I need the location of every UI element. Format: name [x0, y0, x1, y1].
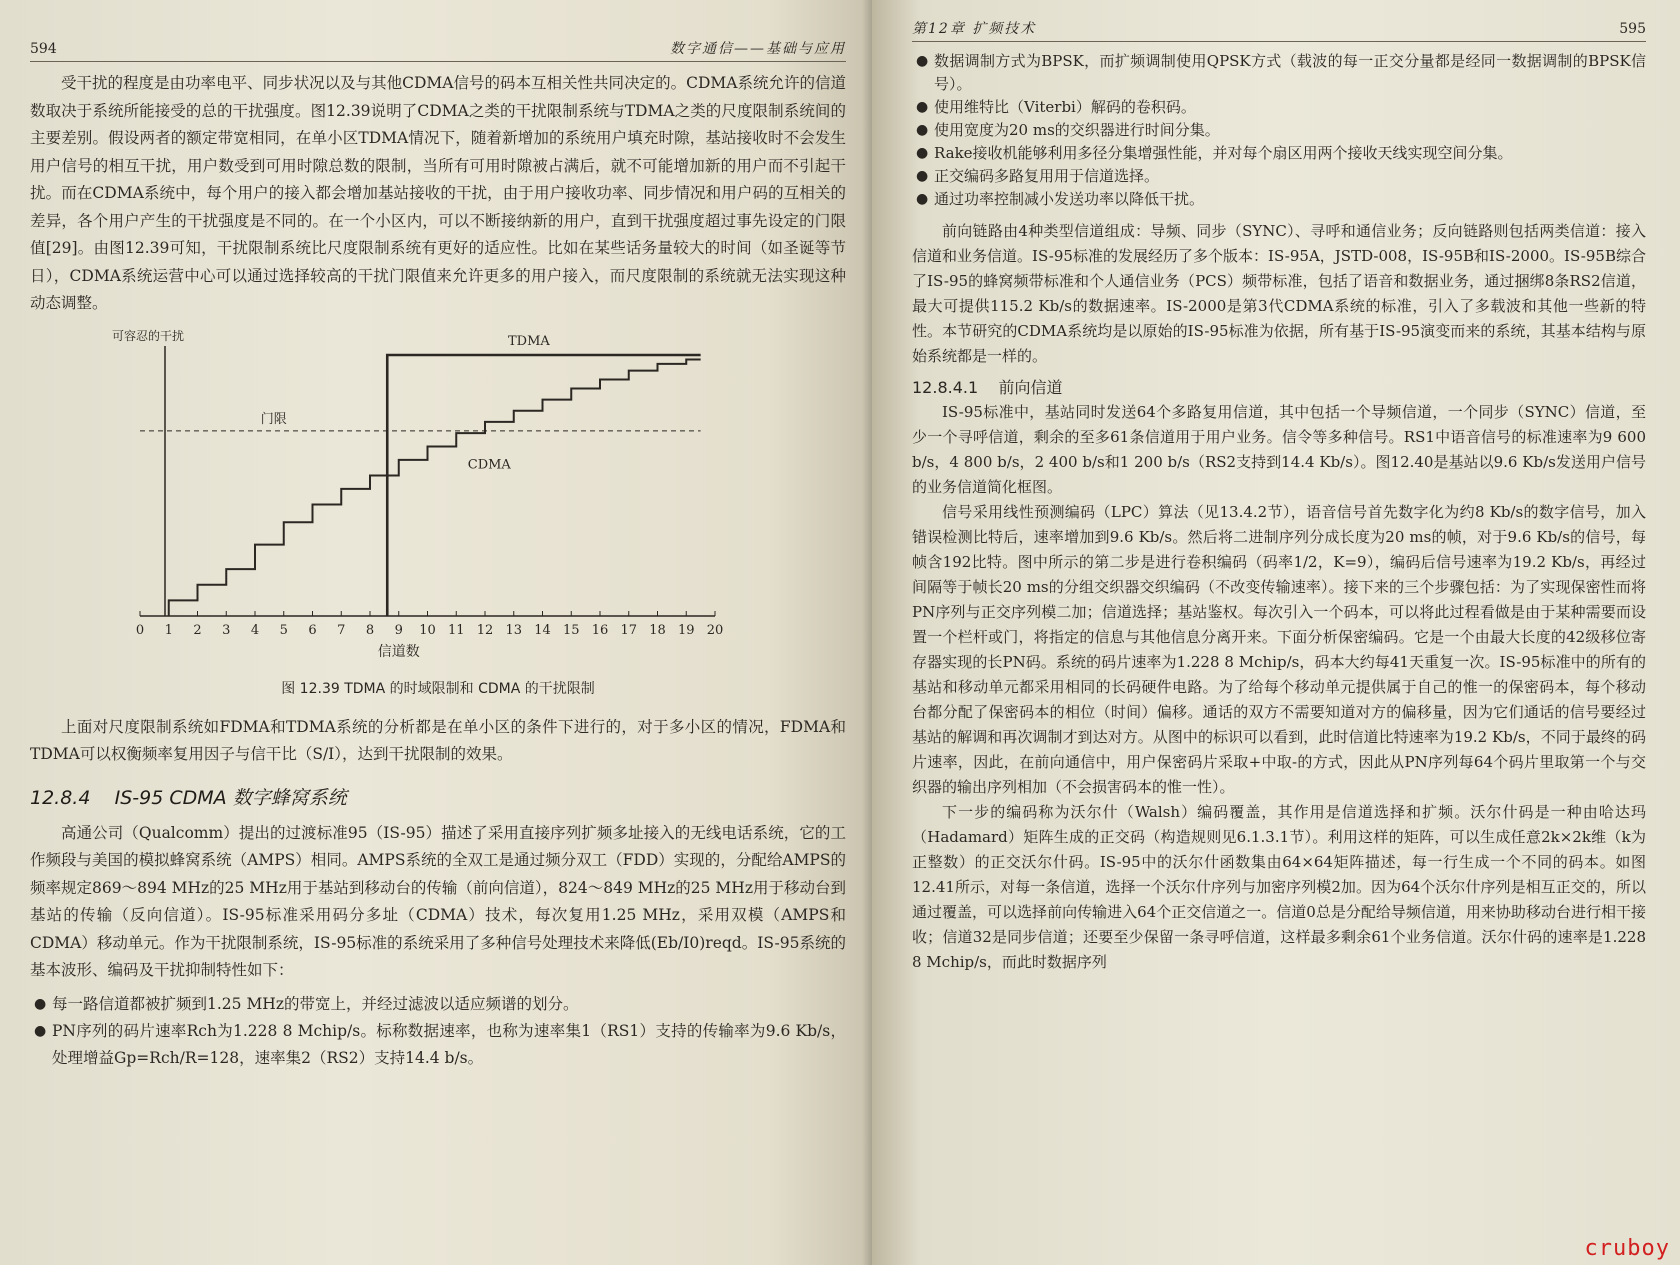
figure-12-39 [30, 326, 846, 698]
x-tick-label: 11 [447, 622, 465, 638]
x-tick-label: 19 [677, 622, 695, 638]
watermark-text: cruboy [1584, 1236, 1670, 1261]
left-running-head [30, 38, 846, 62]
section-title: IS-95 CDMA 数字蜂窝系统 [114, 786, 347, 809]
right-page-number: 595 [1619, 21, 1646, 37]
x-tick-label: 1 [164, 622, 173, 638]
series-label-cdma: CDMA [467, 456, 511, 472]
x-tick-label: 18 [649, 622, 666, 638]
x-tick-label: 7 [337, 622, 346, 638]
subsection-heading [912, 375, 1646, 398]
x-tick-label: 2 [193, 622, 202, 638]
list-item: ● 数据调制方式为BPSK，而扩频调制使用QPSK方式（载波的每一正交分量都是经同一数据调制的BPSK信号）。 [916, 52, 1646, 93]
left-running-title: 数字通信——基础与应用 [670, 41, 846, 57]
list-item: ● 每一路信道都被扩频到1.25 MHz的带宽上，并经过滤波以适应频谱的划分。 [30, 991, 846, 1018]
bullet-icon: ● [916, 53, 929, 69]
bullet-icon: ● [916, 191, 929, 207]
x-tick-label: 9 [394, 622, 403, 638]
right-running-title: 第12章 扩频技术 [912, 21, 1037, 37]
section-heading [30, 783, 846, 810]
x-tick-label: 17 [620, 622, 638, 638]
left-intro-paragraph: 受干扰的程度是由功率电平、同步状况以及与其他CDMA信号的码本互相关性共同决定的。CDMA系统允许的信道数取决于系统所能接受的总的干扰强度。图12.39说明了CDMA之类的干扰限制系统与TDMA之类的尺度限制系统间的主要差别。假设两者的额定带宽相同，在单小区TDMA情况下，随着新增加的系统用户填充时隙，基站接收时不会发生用户信号的相互干扰，用户数受到可用时隙总数的限制，当所有可用时隙被占满后，就不可能增加新的用户而不引起干扰。而在CDMA系统中，每个用户的接入都会增加基站接收的干扰，由于用户接收功率、同步情况和用户码的互相关的差异，各个用户产生的干扰强度是不同的。在一个小区内，可以不断接纳新的用户，直到干扰强度超过事先设定的门限值[29]。由图12.39可知，干扰限制系统比尺度限制系统有更好的适应性。比如在某些话务量较大的时间（如圣诞等节日），CDMA系统运营中心可以通过选择较高的干扰门限值来允许更多的用户接入，而尺度限制的系统就无法实现这种动态调整。 [30, 74, 846, 312]
x-tick-label: 3 [222, 622, 231, 638]
left-page-number: 594 [30, 41, 57, 57]
subsection-number: 12.8.4.1 [912, 378, 979, 397]
x-tick-label: 15 [562, 622, 580, 638]
list-item: ● Rake接收机能够利用多径分集增强性能，并对每个扇区用两个接收天线实现空间分集。 [912, 142, 1646, 165]
series-label-tdma: TDMA [508, 333, 550, 349]
x-tick-label: 5 [279, 622, 288, 638]
threshold-label: 门限 [260, 411, 287, 427]
right-paragraph-1: 前向链路由4种类型信道组成：导频、同步（SYNC）、寻呼和通信业务；反向链路则包括两类信道：接入信道和业务信道。IS-95标准的发展经历了多个版本：IS-95A，JSTD-008，IS-95B和IS-2000。IS-95B综合了IS-95的蜂窝频带标准和个人通信业务（PCS）频带标准，包括了语音和数据业务，通过捆绑8条RS2信道，最大可提供115.2 Kb/s的数据速率。IS-2000是第3代CDMA系统的标准，引入了多载波和其他一些新的特性。本节研究的CDMA系统均是以原始的IS-95标准为依据，所有基于IS-95演变而来的系统，其基本结构与原始系统都是一样的。 [912, 222, 1646, 365]
figure-chart [30, 326, 730, 676]
bullet-icon: ● [916, 145, 929, 161]
x-tick-label: 13 [505, 622, 523, 638]
list-item: ● 通过功率控制减小发送功率以降低干扰。 [912, 188, 1646, 211]
bullet-icon: ● [34, 1022, 47, 1039]
series-line-TDMA [387, 355, 700, 616]
series-line-CDMA [169, 359, 701, 616]
right-running-head [912, 18, 1646, 42]
section-number: 12.8.4 [30, 786, 91, 809]
x-tick-label: 6 [308, 622, 317, 638]
x-tick-label: 16 [591, 622, 609, 638]
x-tick-label: 10 [419, 622, 436, 638]
x-axis-label: 信道数 [377, 643, 420, 660]
list-item: ● 使用宽度为20 ms的交织器进行时间分集。 [912, 119, 1646, 142]
x-tick-label: 4 [250, 622, 260, 638]
left-bullet-list [30, 991, 846, 1072]
y-axis-label: 可容忍的干扰 [111, 328, 185, 343]
bullet-icon: ● [34, 995, 47, 1012]
x-tick-label: 20 [706, 622, 724, 638]
right-paragraph-2: IS-95标准中，基站同时发送64个多路复用信道，其中包括一个导频信道，一个同步（SYNC）信道，至少一个寻呼信道，剩余的至多61条信道用于用户业务。信令等多种信号。RS1中语音信号的标准速率为9 600 b/s，4 800 b/s，2 400 b/s和1 200 b/s（RS2支持到14.4 Kb/s）。图12.40是基站以9.6 Kb/s发送用户信号的业务信道简化框图。 [912, 403, 1646, 496]
left-paragraph-after-figure: 上面对尺度限制系统如FDMA和TDMA系统的分析都是在单小区的条件下进行的，对于多小区的情况，FDMA和TDMA可以权衡频率复用因子与信干比（S/I），达到干扰限制的效果。 [30, 717, 846, 763]
right-paragraph-4: 下一步的编码称为沃尔什（Walsh）编码覆盖，其作用是信道选择和扩频。沃尔什码是一种由哈达玛（Hadamard）矩阵生成的正交码（构造规则见6.1.3.1节）。利用这样的矩阵，可以生成任意2k×2k维（k为正整数）的正交沃尔什码。IS-95中的沃尔什函数集由64×64矩阵描述，每一行生成一个不同的码本。如图12.41所示，对每一条信道，选择一个沃尔什序列与加密序列模2加。因为64个沃尔什序列是相互正交的，所以通过覆盖，可以选择前向传输进入64个正交信道之一。信道0总是分配给导频信道，用来协助移动台进行相干接收；信道32是同步信道；还要至少保留一条寻呼信道，这样最多剩余61个业务信道。沃尔什码的速率是1.228 8 Mchip/s，而此时数据序列 [912, 803, 1646, 971]
section-paragraph: 高通公司（Qualcomm）提出的过渡标准95（IS-95）描述了采用直接序列扩频多址接入的无线电话系统，它的工作频段与美国的模拟蜂窝系统（AMPS）相同。AMPS系统的全双工是通过频分双工（FDD）实现的，分配给AMPS的频率规定869～894 MHz的25 MHz用于基站到移动台的传输（前向信道），824～849 MHz的25 MHz用于移动台到基站的传输（反向信道）。IS-95标准采用码分多址（CDMA）技术，每次复用1.25 MHz，采用双模（AMPS和CDMA）移动单元。作为干扰限制系统，IS-95标准的系统采用了多种信号处理技术来降低(Eb/I0)reqd。IS-95系统的基本波形、编码及干扰抑制特性如下： [30, 823, 846, 979]
x-tick-label: 0 [135, 622, 145, 638]
list-item: ● 正交编码多路复用用于信道选择。 [912, 165, 1646, 188]
bullet-icon: ● [916, 122, 929, 138]
right-page [872, 0, 1680, 1265]
list-item: ● PN序列的码片速率Rch为1.228 8 Mchip/s。标称数据速率，也称为速率集1（RS1）支持的传输率为9.6 Kb/s，处理增益Gp=Rch/R=128，速率集2（RS2）支持14.4 b/s。 [30, 1018, 846, 1072]
x-tick-label: 12 [476, 622, 494, 638]
right-bullet-list [912, 50, 1646, 211]
right-paragraph-3: 信号采用线性预测编码（LPC）算法（见13.4.2节），语音信号首先数字化为约8 Kb/s的数字信号，加入错误检测比特后，速率增加到9.6 Kb/s。然后将二进制序列分成长度为20 ms的帧，对于9.6 Kb/s的信号，每帧含192比特。图中所示的第二步是进行卷积编码（码率1/2，K=9），编码后信号速率为19.2 Kb/s，再经过间隔等于帧长20 ms的分组交织器交织编码（不改变传输速率）。接下来的三个步骤包括：为了实现保密性而将PN序列与正交序列模二加；信道选择；基站鉴权。每次引入一个码本，可以将此过程看做是由于某种需要而设置一个栏杆或门，将指定的信息与其他信息分离开来。下面分析保密编码。它是一个由最大长度的42级移位寄存器实现的长PN码。系统的码片速率为1.228 8 Mchip/s，码本大约每41天重复一次。IS-95标准中的所有的基站和移动单元都采用相同的长码硬件电路。为了给每个移动单元提供属于自己的惟一的保密码本，每个移动台都分配了保密码本的相位（时间）偏移。通话的双方不需要知道对方的偏移量，因为它们通话的信号要经过基站的解调和再次调制才到达对方。从图中的标识可以看到，此时信道比特速率为19.2 Kb/s，不同于最终的码片速率，因此，在前向通信中，用户保密码片采取+中取-的方式，因此从PN序列每64个码片里取第一个与交织器的输出序列相加（不会损害码本的惟一性）。 [912, 503, 1647, 796]
figure-caption: 图 12.39 TDMA 的时域限制和 CDMA 的干扰限制 [281, 680, 595, 697]
bullet-icon: ● [916, 168, 929, 184]
list-item: ● 使用维特比（Viterbi）解码的卷积码。 [912, 96, 1646, 119]
subsection-title: 前向信道 [998, 378, 1063, 397]
x-tick-label: 8 [365, 622, 375, 638]
bullet-icon: ● [916, 99, 929, 115]
x-tick-label: 14 [534, 622, 551, 638]
